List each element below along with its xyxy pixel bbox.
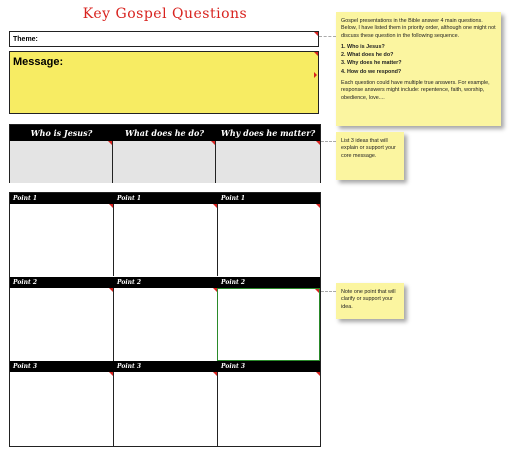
note-question-item: 2. What does he do? [341, 52, 394, 59]
page-title: Key Gospel Questions [82, 6, 248, 22]
row-bar-2 [10, 277, 320, 288]
question-header-3: Why does he matter? [220, 128, 316, 138]
point-cell-r2c2[interactable] [114, 288, 218, 361]
note-list-ideas-text: List 3 ideas that will explain or support your core message. [341, 138, 396, 159]
note-connector [319, 36, 336, 37]
corner-marker-icon [315, 289, 319, 293]
point-cell-r1c3[interactable] [218, 204, 320, 276]
note-question-list [341, 44, 496, 76]
point-cell-r1c1[interactable] [10, 204, 114, 276]
note-intro: Gospel presentations in the Bible answer 4 main questions. Below, I have listed them in priority order, although one might not discuss these question in the following sequence. [341, 18, 496, 39]
questions-header-bar [10, 125, 320, 141]
corner-marker-icon [213, 372, 217, 376]
note-list-ideas [336, 132, 404, 180]
note-clarify-point [336, 283, 404, 319]
note-clarify-text: Note one point that will clarify or support your idea. [341, 289, 396, 310]
note-outro: Each question could have multiple true answers. For example, response answers might include: repentence, faith, worship, obedience, love.... [341, 80, 490, 101]
question-cell-3[interactable] [216, 141, 320, 183]
point-label: Point 2 [117, 279, 142, 286]
note-connector [321, 291, 336, 292]
note-question-item: 3. Why does he matter? [341, 60, 402, 67]
points-grid [9, 192, 321, 447]
theme-field[interactable] [9, 31, 319, 47]
note-question-item: 1. Who is Jesus? [341, 43, 385, 50]
corner-marker-icon [109, 288, 113, 292]
corner-marker-icon [314, 52, 318, 56]
question-header-2: What does he do? [124, 128, 205, 138]
point-label: Point 1 [117, 195, 142, 202]
corner-marker-icon [109, 372, 113, 376]
corner-marker-icon [108, 141, 112, 145]
question-header-1: Who is Jesus? [30, 128, 93, 138]
message-arrow-icon [314, 72, 317, 78]
point-cell-r2c1[interactable] [10, 288, 114, 361]
point-cell-r3c1[interactable] [10, 372, 114, 446]
point-label: Point 1 [221, 195, 246, 202]
point-label: Point 2 [13, 279, 38, 286]
theme-label: Theme: [13, 36, 38, 43]
row-bar-1 [10, 193, 320, 204]
corner-marker-icon [316, 204, 320, 208]
point-label: Point 1 [13, 195, 38, 202]
point-label: Point 2 [221, 279, 246, 286]
point-cell-r2c3[interactable] [217, 288, 320, 361]
note-connector [321, 141, 336, 142]
point-cell-r1c2[interactable] [114, 204, 218, 276]
corner-marker-icon [213, 204, 217, 208]
corner-marker-icon [211, 141, 215, 145]
corner-marker-icon [316, 141, 320, 145]
message-label: Message: [13, 56, 64, 68]
point-cell-r3c2[interactable] [114, 372, 218, 446]
note-gospel-questions [336, 12, 501, 126]
point-label: Point 3 [221, 363, 246, 370]
corner-marker-icon [314, 32, 318, 36]
point-label: Point 3 [13, 363, 38, 370]
corner-marker-icon [109, 204, 113, 208]
point-label: Point 3 [117, 363, 142, 370]
questions-table [9, 124, 321, 183]
question-cell-2[interactable] [113, 141, 216, 183]
question-cell-1[interactable] [10, 141, 113, 183]
row-bar-3 [10, 361, 320, 372]
corner-marker-icon [316, 372, 320, 376]
note-question-item: 4. How do we respond? [341, 68, 402, 75]
message-field[interactable] [9, 51, 319, 114]
point-cell-r3c3[interactable] [218, 372, 320, 446]
